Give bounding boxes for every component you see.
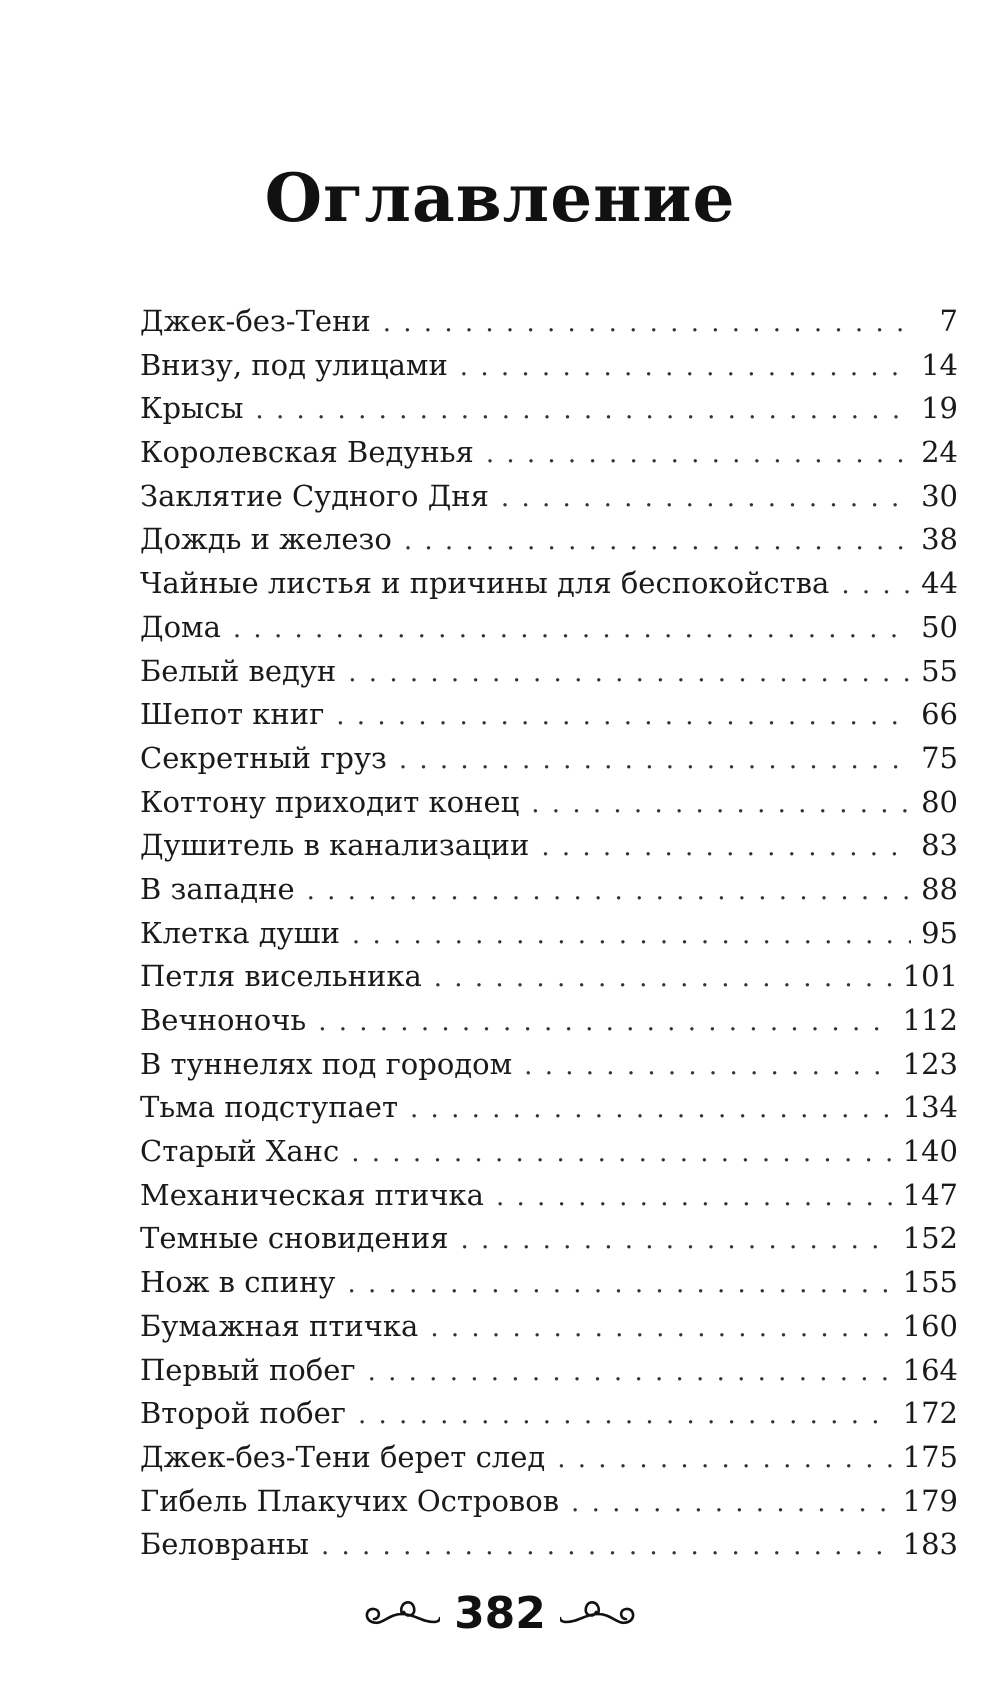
toc-entry <box>140 693 958 737</box>
toc-entry <box>140 1174 958 1218</box>
toc-entry-title: Гибель Плакучих Островов <box>140 1483 560 1518</box>
flourish-left-icon <box>364 1592 440 1636</box>
toc-entry-page: 88 <box>921 871 958 906</box>
toc-entry-page: 7 <box>939 304 958 338</box>
toc-leader-dots <box>307 870 911 914</box>
toc-entry-title: Душитель в канализации <box>140 828 530 863</box>
toc-entry-page: 24 <box>921 435 958 470</box>
toc-leader-dots <box>461 1219 893 1263</box>
toc-entry-title: Шепот книг <box>140 697 325 732</box>
toc-leader-dots <box>496 1176 893 1220</box>
toc-entry-page: 101 <box>902 959 958 994</box>
toc-entry-title: В туннелях под городом <box>140 1046 513 1081</box>
toc-entry <box>140 562 958 606</box>
toc-entry-page: 30 <box>921 478 958 513</box>
toc-entry-title: Темные сновидения <box>140 1221 449 1256</box>
toc-leader-dots <box>430 1307 892 1351</box>
toc-entry-page: 44 <box>921 566 958 601</box>
toc-entry <box>140 1392 958 1436</box>
flourish-right-icon <box>560 1592 636 1636</box>
toc-entry <box>140 955 958 999</box>
toc-entry-page: 160 <box>902 1308 958 1343</box>
toc-entry <box>140 1349 958 1393</box>
toc-leader-dots <box>233 608 911 652</box>
toc-entry <box>140 737 958 781</box>
toc-entry-page: 95 <box>921 915 958 950</box>
toc-entry <box>140 781 958 825</box>
toc-entry-title: Королевская Ведунья <box>140 435 474 470</box>
toc-leader-dots <box>318 1001 892 1045</box>
toc-entry-page: 66 <box>921 697 958 732</box>
toc-entry <box>140 1086 958 1130</box>
toc-entry-title: Механическая птичка <box>140 1177 484 1212</box>
toc-entry <box>140 912 958 956</box>
toc-leader-dots <box>460 346 911 390</box>
toc-leader-dots <box>255 389 911 433</box>
toc-leader-dots <box>352 914 911 958</box>
toc-entry <box>140 1436 958 1480</box>
toc-entry <box>140 1305 958 1349</box>
toc-leader-dots <box>524 1045 892 1089</box>
toc-entry <box>140 431 958 475</box>
toc-entry-title: Заклятие Судного Дня <box>140 478 489 513</box>
toc-entry <box>140 606 958 650</box>
toc-entry-title: Клетка души <box>140 915 340 950</box>
toc-entry-page: 50 <box>921 609 958 644</box>
toc-entry-page: 164 <box>902 1352 958 1387</box>
toc-entry-title: Первый побег <box>140 1352 356 1387</box>
toc-leader-dots <box>348 652 911 696</box>
toc-entry-title: Джек-без-Тени <box>140 304 371 338</box>
toc-leader-dots <box>383 302 914 346</box>
toc-entry-title: Белый ведун <box>140 653 337 688</box>
toc-entry-page: 147 <box>902 1177 958 1212</box>
toc-entry-page: 134 <box>902 1090 958 1125</box>
toc-entry-page: 155 <box>902 1265 958 1300</box>
toc-entry <box>140 1523 958 1567</box>
toc-entry-title: Нож в спину <box>140 1265 336 1300</box>
toc-entry-title: Секретный груз <box>140 740 387 775</box>
toc-entry <box>140 1480 958 1524</box>
toc-entry-title: Коттону приходит конец <box>140 784 520 819</box>
toc-entry-title: Второй побег <box>140 1396 346 1431</box>
toc-leader-dots <box>399 739 911 783</box>
toc-entry-title: Беловраны <box>140 1527 309 1562</box>
toc-entry-page: 112 <box>902 1003 958 1037</box>
toc-leader-dots <box>368 1351 893 1395</box>
page-footer <box>0 1588 1000 1639</box>
toc-entry-page: 172 <box>902 1396 958 1431</box>
toc-leader-dots <box>841 564 911 608</box>
toc-leader-dots <box>557 1438 892 1482</box>
toc-leader-dots <box>410 1088 893 1132</box>
toc-leader-dots <box>336 695 911 739</box>
page-title: Оглавление <box>264 159 736 237</box>
toc-entry <box>140 1043 958 1087</box>
toc-entry <box>140 1130 958 1174</box>
toc-entry-title: Бумажная птичка <box>140 1308 419 1343</box>
toc-leader-dots <box>571 1482 893 1526</box>
toc-entry-page: 38 <box>921 522 958 557</box>
toc-entry-page: 14 <box>921 347 958 382</box>
toc-entry <box>140 387 958 431</box>
toc-leader-dots <box>486 433 911 477</box>
toc-entry <box>140 999 958 1043</box>
toc-entry <box>140 824 958 868</box>
toc-entry-page: 75 <box>921 740 958 775</box>
toc-leader-dots <box>347 1263 892 1307</box>
toc-entry-page: 123 <box>902 1046 958 1081</box>
toc-entry-page: 83 <box>921 828 958 863</box>
toc-leader-dots <box>358 1394 893 1438</box>
toc-entry-page: 183 <box>902 1527 958 1562</box>
toc-entry-title: Крысы <box>140 391 244 426</box>
toc-entry-page: 179 <box>902 1483 958 1518</box>
toc-entry-page: 55 <box>921 653 958 688</box>
toc-entry <box>140 344 958 388</box>
page-number: 382 <box>454 1588 546 1639</box>
table-of-contents <box>140 300 958 1567</box>
toc-leader-dots <box>531 783 911 827</box>
toc-leader-dots <box>321 1525 893 1569</box>
toc-entry-page: 175 <box>902 1439 958 1474</box>
toc-entry-title: Внизу, под улицами <box>140 347 448 382</box>
toc-leader-dots <box>351 1132 892 1176</box>
toc-entry <box>140 475 958 519</box>
toc-entry-title: Вечноночь <box>140 1003 307 1037</box>
toc-entry <box>140 868 958 912</box>
toc-entry <box>140 1217 958 1261</box>
toc-entry-page: 152 <box>902 1221 958 1256</box>
toc-entry-page: 80 <box>921 784 958 819</box>
toc-entry-page: 19 <box>921 391 958 426</box>
toc-entry-title: Тьма подступает <box>140 1090 399 1125</box>
toc-entry-title: Дождь и железо <box>140 522 392 557</box>
toc-entry-title: Петля висельника <box>140 959 422 994</box>
toc-entry-title: Старый Ханс <box>140 1134 340 1169</box>
toc-leader-dots <box>404 520 911 564</box>
toc-entry <box>140 518 958 562</box>
toc-entry-title: Джек-без-Тени берет след <box>140 1439 546 1474</box>
toc-entry-title: Дома <box>140 609 221 644</box>
toc-entry <box>140 1261 958 1305</box>
toc-entry-title: Чайные листья и причины для беспокойства <box>140 566 830 601</box>
toc-entry <box>140 650 958 694</box>
toc-entry-title: В западне <box>140 871 295 906</box>
toc-leader-dots <box>434 957 893 1001</box>
toc-leader-dots <box>501 477 911 521</box>
toc-leader-dots <box>541 826 911 870</box>
toc-entry-page: 140 <box>902 1134 958 1169</box>
toc-entry <box>140 300 958 344</box>
